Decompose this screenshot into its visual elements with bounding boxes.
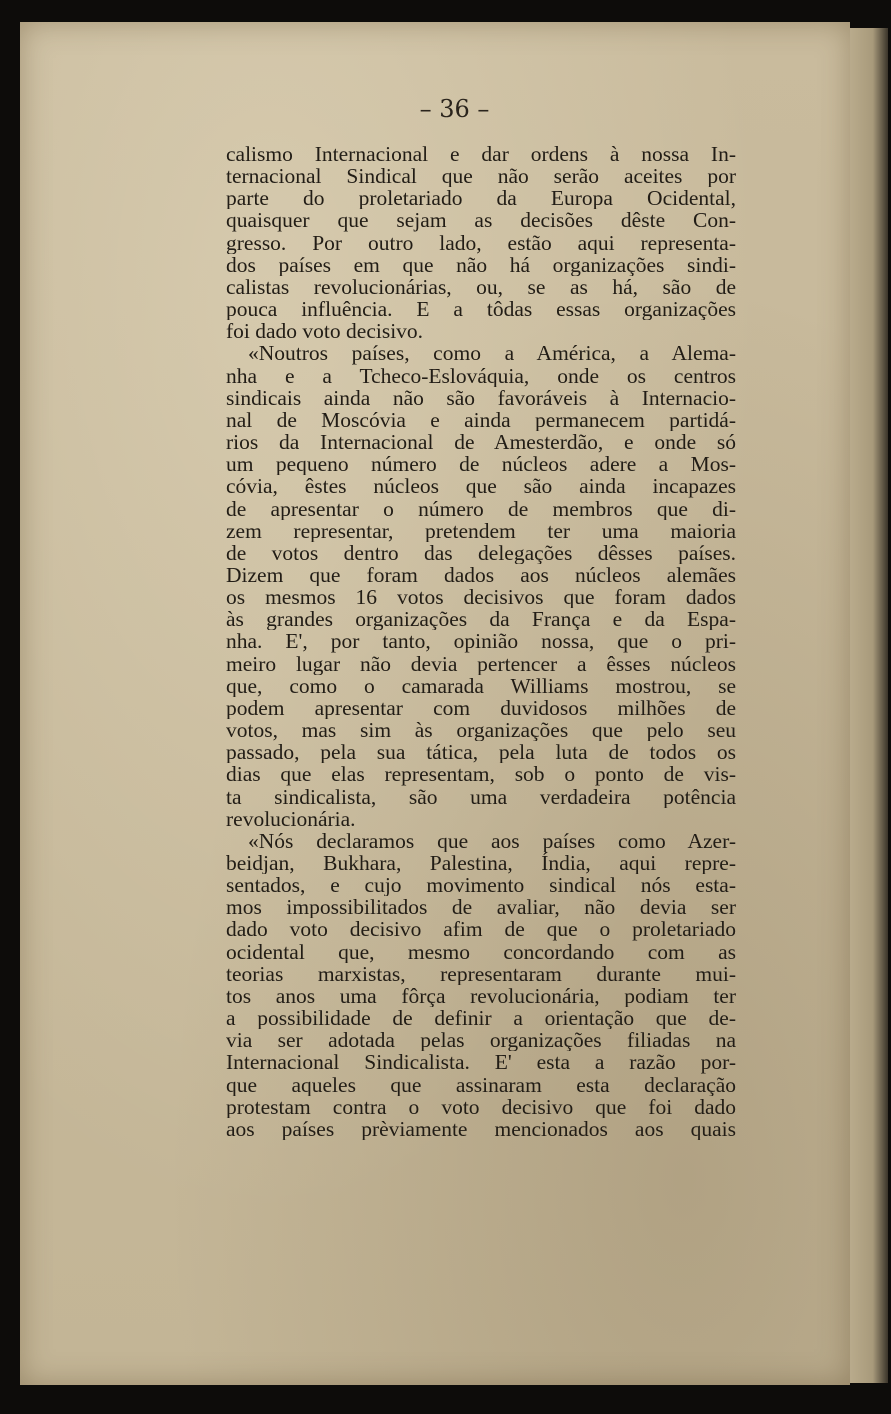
text-line: um pequeno número de núcleos adere a Mos- [226, 453, 736, 476]
text-line: sentados, e cujo movimento sindical nós esta- [226, 874, 736, 897]
text-line: revolucionária. [226, 807, 356, 830]
text-line: a possibilidade de definir a orientação que de- [226, 1007, 736, 1030]
text-line: tos anos uma fôrça revolucionária, podiam ter [226, 984, 736, 1008]
text-line: às grandes organizações da França e da Espa- [226, 608, 736, 631]
text-line: nal de Moscóvia e ainda permanecem partidá- [226, 408, 736, 432]
text-line: dias que elas representam, sob o ponto de vis- [226, 763, 736, 786]
text-line: que, como o camarada Williams mostrou, se [226, 674, 736, 697]
text-line: aos países prèviamente mencionados aos quais [226, 1117, 736, 1141]
text-line: beidjan, Bukhara, Palestina, Índia, aqui repre- [226, 852, 736, 875]
text-line: votos, mas sim às organizações que pelo seu [226, 719, 736, 742]
text-line: de apresentar o número de membros que di- [226, 497, 736, 520]
page-edge [850, 28, 888, 1383]
text-line: rios da Internacional de Amesterdão, e onde só [226, 431, 736, 454]
body-text [226, 143, 736, 1140]
text-line: cóvia, êstes núcleos que são ainda incapazes [226, 475, 736, 498]
text-line: foi dado voto decisivo. [226, 320, 424, 343]
text-line: Dizem que foram dados aos núcleos alemães [226, 563, 736, 587]
text-line: pouca influência. E a tôdas essas organizações [226, 298, 736, 321]
text-line: dado voto decisivo afim de que o proletariado [226, 918, 736, 941]
text-line: via ser adotada pelas organizações filiadas na [226, 1029, 736, 1052]
text-line: que aqueles que assinaram esta declaração [226, 1073, 736, 1096]
text-line: mos impossibilitados de avaliar, não devia ser [226, 896, 736, 919]
text-line: passado, pela sua tática, pela luta de todos os [226, 741, 736, 764]
text-line: Internacional Sindicalista. E' esta a razão por- [226, 1051, 736, 1074]
text-line: calistas revolucionárias, ou, se as há, são de [226, 275, 736, 299]
text-line: ocidental que, mesmo concordando com as [226, 940, 736, 963]
text-line: quaisquer que sejam as decisões dêste Con- [226, 209, 736, 232]
text-line: calismo Internacional e dar ordens à nossa In- [226, 143, 736, 166]
page-number: – 36 – [419, 95, 490, 123]
text-line: ternacional Sindical que não serão aceites por [226, 165, 736, 188]
text-line: podem apresentar com duvidosos milhões de [226, 696, 736, 720]
text-line: nha e a Tcheco-Eslováquia, onde os centros [226, 364, 736, 387]
text-line: gresso. Por outro lado, estão aqui representa- [226, 231, 736, 254]
text-line: de votos dentro das delegações dêsses países. [226, 541, 736, 564]
text-line: ta sindicalista, são uma verdadeira potência [226, 785, 736, 808]
text-line: parte do proletariado da Europa Ocidental, [226, 187, 736, 210]
text-line: «Noutros países, como a América, a Alema- [248, 342, 736, 365]
text-line: protestam contra o voto decisivo que foi dado [226, 1095, 736, 1118]
text-line: dos países em que não há organizações sindi- [226, 253, 736, 276]
text-line: teorias marxistas, representaram durante mui- [226, 962, 736, 985]
text-line: os mesmos 16 votos decisivos que foram dados [226, 586, 736, 609]
text-line: «Nós declaramos que aos países como Azer- [248, 829, 736, 852]
text-line: nha. E', por tanto, opinião nossa, que o pri- [226, 630, 736, 653]
text-line: meiro lugar não devia pertencer a êsses núcleos [226, 652, 736, 675]
text-line: zem representar, pretendem ter uma maioria [226, 519, 736, 542]
text-line: sindicais ainda não são favoráveis à Internacio- [226, 386, 736, 409]
